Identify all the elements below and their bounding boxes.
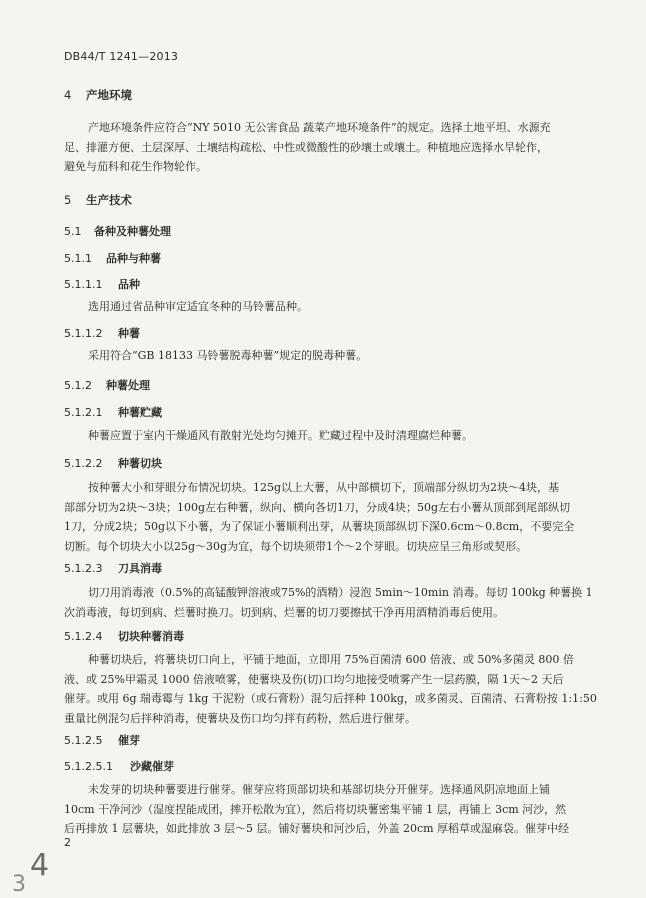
text-line: 10cm 干净河沙（湿度捏能成团，摔开松散为宜），然后将切块薯密集平铺 1 层，再铺上 3cm 河沙，然: [64, 802, 567, 816]
text-line: 切刀用消毒液（0.5%的高锰酸钾溶液或75%的酒精）浸泡 5min～10min 消毒。每切 100kg 种薯换 1: [88, 586, 593, 599]
text-line: 未发芽的切块种薯要进行催芽。催芽应将顶部切块和基部切块分开催芽。选择通风阴凉地面上铺: [88, 783, 550, 796]
section-number: 5.1.2.3: [64, 562, 103, 575]
section-4-heading: [64, 87, 132, 103]
section-title: 种薯切块: [118, 457, 162, 470]
text-line: 按种薯大小和芽眼分布情况切块。125g以上大薯，从中部横切下，顶端部分纵切为2块～4块，基: [88, 481, 560, 494]
section-5-1-1-2-heading: [64, 325, 140, 341]
text-line: 重量比例混匀后拌种消毒，使薯块及伤口均匀拌有药粉，然后进行催芽。: [64, 711, 416, 725]
text-line: 避免与茄科和花生作物轮作。: [64, 160, 207, 173]
section-5-1-2-4-paragraph: [64, 650, 597, 728]
section-5-heading: [64, 192, 132, 208]
section-5-1-2-1-heading: [64, 404, 162, 420]
section-number: 5.1.2.5.1: [64, 760, 113, 773]
section-5-1-1-1-heading: [64, 276, 140, 292]
section-4-paragraph: [64, 118, 584, 177]
section-title: 生产技术: [86, 193, 132, 207]
text-line: 选用通过省品种审定适宜冬种的马铃薯品种。: [88, 300, 308, 313]
section-number: 5.1.2: [64, 379, 92, 392]
handwritten-mark: 3: [12, 872, 26, 897]
text-line: 催芽。或用 6g 瑞毒霉与 1kg 干泥粉（或石膏粉）混匀后拌种 100kg，或多菌灵、百菌清、石膏粉按 1:1:50: [64, 692, 597, 705]
section-5-1-2-1-paragraph: [64, 426, 584, 446]
section-5-1-1-1-paragraph: [64, 297, 584, 317]
section-number: 5: [64, 193, 72, 207]
section-5-1-heading: [64, 223, 171, 239]
section-5-1-2-3-paragraph: [64, 583, 593, 622]
section-title: 催芽: [118, 734, 140, 747]
page-number: 2: [64, 836, 71, 849]
section-number: 5.1.1.2: [64, 327, 103, 340]
section-5-1-2-2-paragraph: [64, 478, 584, 556]
section-5-1-2-5-heading: [64, 732, 140, 748]
section-title: 品种与种薯: [106, 252, 161, 265]
section-title: 切块种薯消毒: [118, 630, 184, 643]
section-5-1-2-3-heading: [64, 560, 162, 576]
section-5-1-2-4-heading: [64, 628, 184, 644]
text-line: 切断。每个切块大小以25g～30g为宜，每个切块须带1个～2个芽眼。切块应呈三角形或契形。: [64, 539, 528, 553]
section-5-1-2-5-1-heading: [64, 758, 174, 774]
section-5-1-2-heading: [64, 377, 150, 393]
section-number: 5.1: [64, 225, 82, 238]
section-title: 备种及种薯处理: [94, 225, 171, 238]
section-title: 种薯贮藏: [118, 406, 162, 419]
text-line: 种薯应置于室内干燥通风有散射光处均匀摊开。贮藏过程中及时清理腐烂种薯。: [88, 429, 473, 442]
section-number: 5.1.2.1: [64, 406, 103, 419]
text-line: 部部分切为2块～3块；100g左右种薯，纵向、横向各切1刀，分成4块；50g左右小薯从顶部到尾部纵切: [64, 500, 571, 514]
section-number: 5.1.2.5: [64, 734, 103, 747]
section-number: 5.1.1.1: [64, 278, 103, 291]
text-line: 采用符合“GB 18133 马铃薯脱毒种薯”规定的脱毒种薯。: [88, 349, 368, 362]
section-5-1-2-5-1-paragraph: [64, 780, 584, 839]
text-line: 次消毒液，每切到病、烂薯时换刀。切到病、烂薯的切刀要擦拭干净再用酒精消毒后使用。: [64, 605, 504, 619]
section-number: 5.1.1: [64, 252, 92, 265]
section-title: 沙藏催芽: [130, 760, 174, 773]
text-line: 种薯切块后，将薯块切口向上，平铺于地面，立即用 75%百菌清 600 倍液、或 50%多菌灵 800 倍: [88, 653, 574, 666]
section-title: 种薯: [118, 327, 140, 340]
text-line: 后再排放 1 层薯块，如此排放 3 层～5 层。铺好薯块和河沙后，外盖 20cm 厚稻草或湿麻袋。催芽中经: [64, 822, 570, 835]
section-title: 种薯处理: [106, 379, 150, 392]
section-number: 4: [64, 88, 72, 102]
text-line: 液、或 25%甲霜灵 1000 倍液喷雾，使薯块及伤(切)口均匀地接受喷雾产生一层药膜，隔 1天～2 天后: [64, 672, 564, 686]
section-5-1-2-2-heading: [64, 455, 162, 471]
section-number: 5.1.2.2: [64, 457, 103, 470]
section-number: 5.1.2.4: [64, 630, 103, 643]
text-line: 1刀，分成2块；50g以下小薯，为了保证小薯顺利出芽，从薯块顶部纵切下深0.6cm～0.8cm，不要完全: [64, 520, 575, 533]
handwritten-mark: 4: [30, 848, 50, 883]
section-title: 产地环境: [86, 88, 132, 102]
document-code: DB44/T 1241—2013: [64, 50, 179, 63]
text-line: 产地环境条件应符合“NY 5010 无公害食品 蔬菜产地环境条件”的规定。选择土地平坦、水源充: [88, 121, 551, 134]
section-title: 品种: [118, 278, 140, 291]
text-line: 足、排灌方便、土层深厚、土壤结构疏松、中性或微酸性的砂壤土或壤土。种植地应选择水旱轮作，: [64, 140, 548, 154]
section-title: 刀具消毒: [118, 562, 162, 575]
section-5-1-1-2-paragraph: [64, 346, 584, 366]
section-5-1-1-heading: [64, 250, 161, 266]
